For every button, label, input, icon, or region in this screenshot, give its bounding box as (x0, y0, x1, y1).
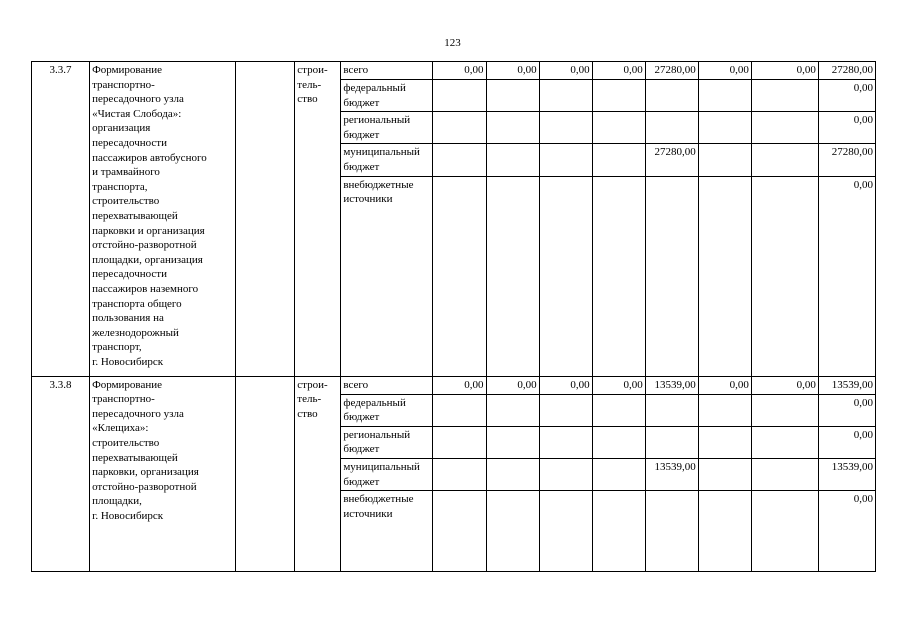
total-value: 0,00 (818, 80, 875, 112)
amount-value (592, 458, 645, 490)
table-row (32, 62, 876, 80)
amount-value: 0,00 (539, 376, 592, 394)
amount-value (433, 176, 486, 376)
total-value: 13539,00 (818, 376, 875, 394)
amount-value (751, 144, 818, 176)
amount-value (539, 458, 592, 490)
amount-value (486, 112, 539, 144)
amount-value (645, 112, 698, 144)
amount-value (486, 144, 539, 176)
amount-value (433, 491, 486, 572)
amount-value (645, 80, 698, 112)
funding-source: региональный бюджет (341, 112, 433, 144)
amount-value: 0,00 (592, 376, 645, 394)
total-value: 0,00 (818, 112, 875, 144)
funding-source: региональный бюджет (341, 426, 433, 458)
table-row (32, 376, 876, 394)
amount-value (592, 491, 645, 572)
total-value: 0,00 (818, 176, 875, 376)
amount-value (698, 144, 751, 176)
amount-value: 0,00 (539, 62, 592, 80)
amount-value (433, 144, 486, 176)
amount-value (539, 394, 592, 426)
total-value: 27280,00 (818, 62, 875, 80)
amount-value (433, 394, 486, 426)
funding-source: внебюджетные источники (341, 176, 433, 376)
amount-value (539, 144, 592, 176)
total-value: 13539,00 (818, 458, 875, 490)
amount-value (539, 176, 592, 376)
amount-value (539, 80, 592, 112)
amount-value (751, 426, 818, 458)
amount-value (486, 80, 539, 112)
project-code: 3.3.7 (32, 62, 90, 377)
amount-value: 27280,00 (645, 144, 698, 176)
amount-value (698, 394, 751, 426)
amount-value (592, 144, 645, 176)
amount-value (592, 426, 645, 458)
amount-value (433, 458, 486, 490)
amount-value (592, 80, 645, 112)
amount-value (751, 80, 818, 112)
amount-value (486, 458, 539, 490)
amount-value: 13539,00 (645, 458, 698, 490)
total-value: 0,00 (818, 394, 875, 426)
amount-value (645, 176, 698, 376)
funding-source: муниципальный бюджет (341, 144, 433, 176)
project-executor (236, 376, 295, 572)
amount-value: 0,00 (698, 376, 751, 394)
amount-value (433, 112, 486, 144)
total-value: 27280,00 (818, 144, 875, 176)
page-number: 123 (444, 37, 461, 49)
amount-value: 0,00 (486, 376, 539, 394)
amount-value: 0,00 (751, 376, 818, 394)
amount-value (645, 491, 698, 572)
project-executor (236, 62, 295, 377)
amount-value: 0,00 (592, 62, 645, 80)
project-description: Формирование транспортно- пересадочного узла «Клещиха»: строительство перехватывающей парковки, организация отстойно-разворотной площадки, г. Новосибирск (90, 376, 236, 572)
amount-value (751, 458, 818, 490)
project-work-type: строи- тель- ство (295, 62, 341, 377)
amount-value (486, 491, 539, 572)
amount-value: 0,00 (486, 62, 539, 80)
amount-value (645, 426, 698, 458)
amount-value: 0,00 (751, 62, 818, 80)
amount-value (698, 426, 751, 458)
amount-value: 0,00 (433, 376, 486, 394)
amount-value (592, 394, 645, 426)
project-work-type: строи- тель- ство (295, 376, 341, 572)
budget-table (31, 61, 876, 572)
funding-source: федеральный бюджет (341, 80, 433, 112)
funding-source: муниципальный бюджет (341, 458, 433, 490)
amount-value (751, 491, 818, 572)
amount-value: 0,00 (698, 62, 751, 80)
amount-value (486, 176, 539, 376)
amount-value (698, 491, 751, 572)
amount-value (539, 112, 592, 144)
amount-value (539, 426, 592, 458)
amount-value: 13539,00 (645, 376, 698, 394)
funding-source: всего (341, 376, 433, 394)
project-description: Формирование транспортно- пересадочного узла «Чистая Слобода»: организация пересадочности пассажиров автобусного и трамвайного транспорта, строительство перехватывающей парковки и организация отстойно-разворотной площадки, организация пересадочности пассажиров наземного транспорта общего пользования на железнодорожный транспорт, г. Новосибирск (90, 62, 236, 377)
total-value: 0,00 (818, 491, 875, 572)
total-value: 0,00 (818, 426, 875, 458)
amount-value (751, 112, 818, 144)
amount-value (486, 394, 539, 426)
amount-value (751, 394, 818, 426)
amount-value (698, 80, 751, 112)
project-code: 3.3.8 (32, 376, 90, 572)
amount-value (698, 176, 751, 376)
amount-value (539, 491, 592, 572)
amount-value (698, 458, 751, 490)
amount-value (645, 394, 698, 426)
amount-value (751, 176, 818, 376)
amount-value: 0,00 (433, 62, 486, 80)
funding-source: федеральный бюджет (341, 394, 433, 426)
amount-value (698, 112, 751, 144)
amount-value (433, 80, 486, 112)
funding-source: всего (341, 62, 433, 80)
amount-value (592, 176, 645, 376)
amount-value: 27280,00 (645, 62, 698, 80)
funding-source: внебюджетные источники (341, 491, 433, 572)
amount-value (592, 112, 645, 144)
amount-value (433, 426, 486, 458)
amount-value (486, 426, 539, 458)
